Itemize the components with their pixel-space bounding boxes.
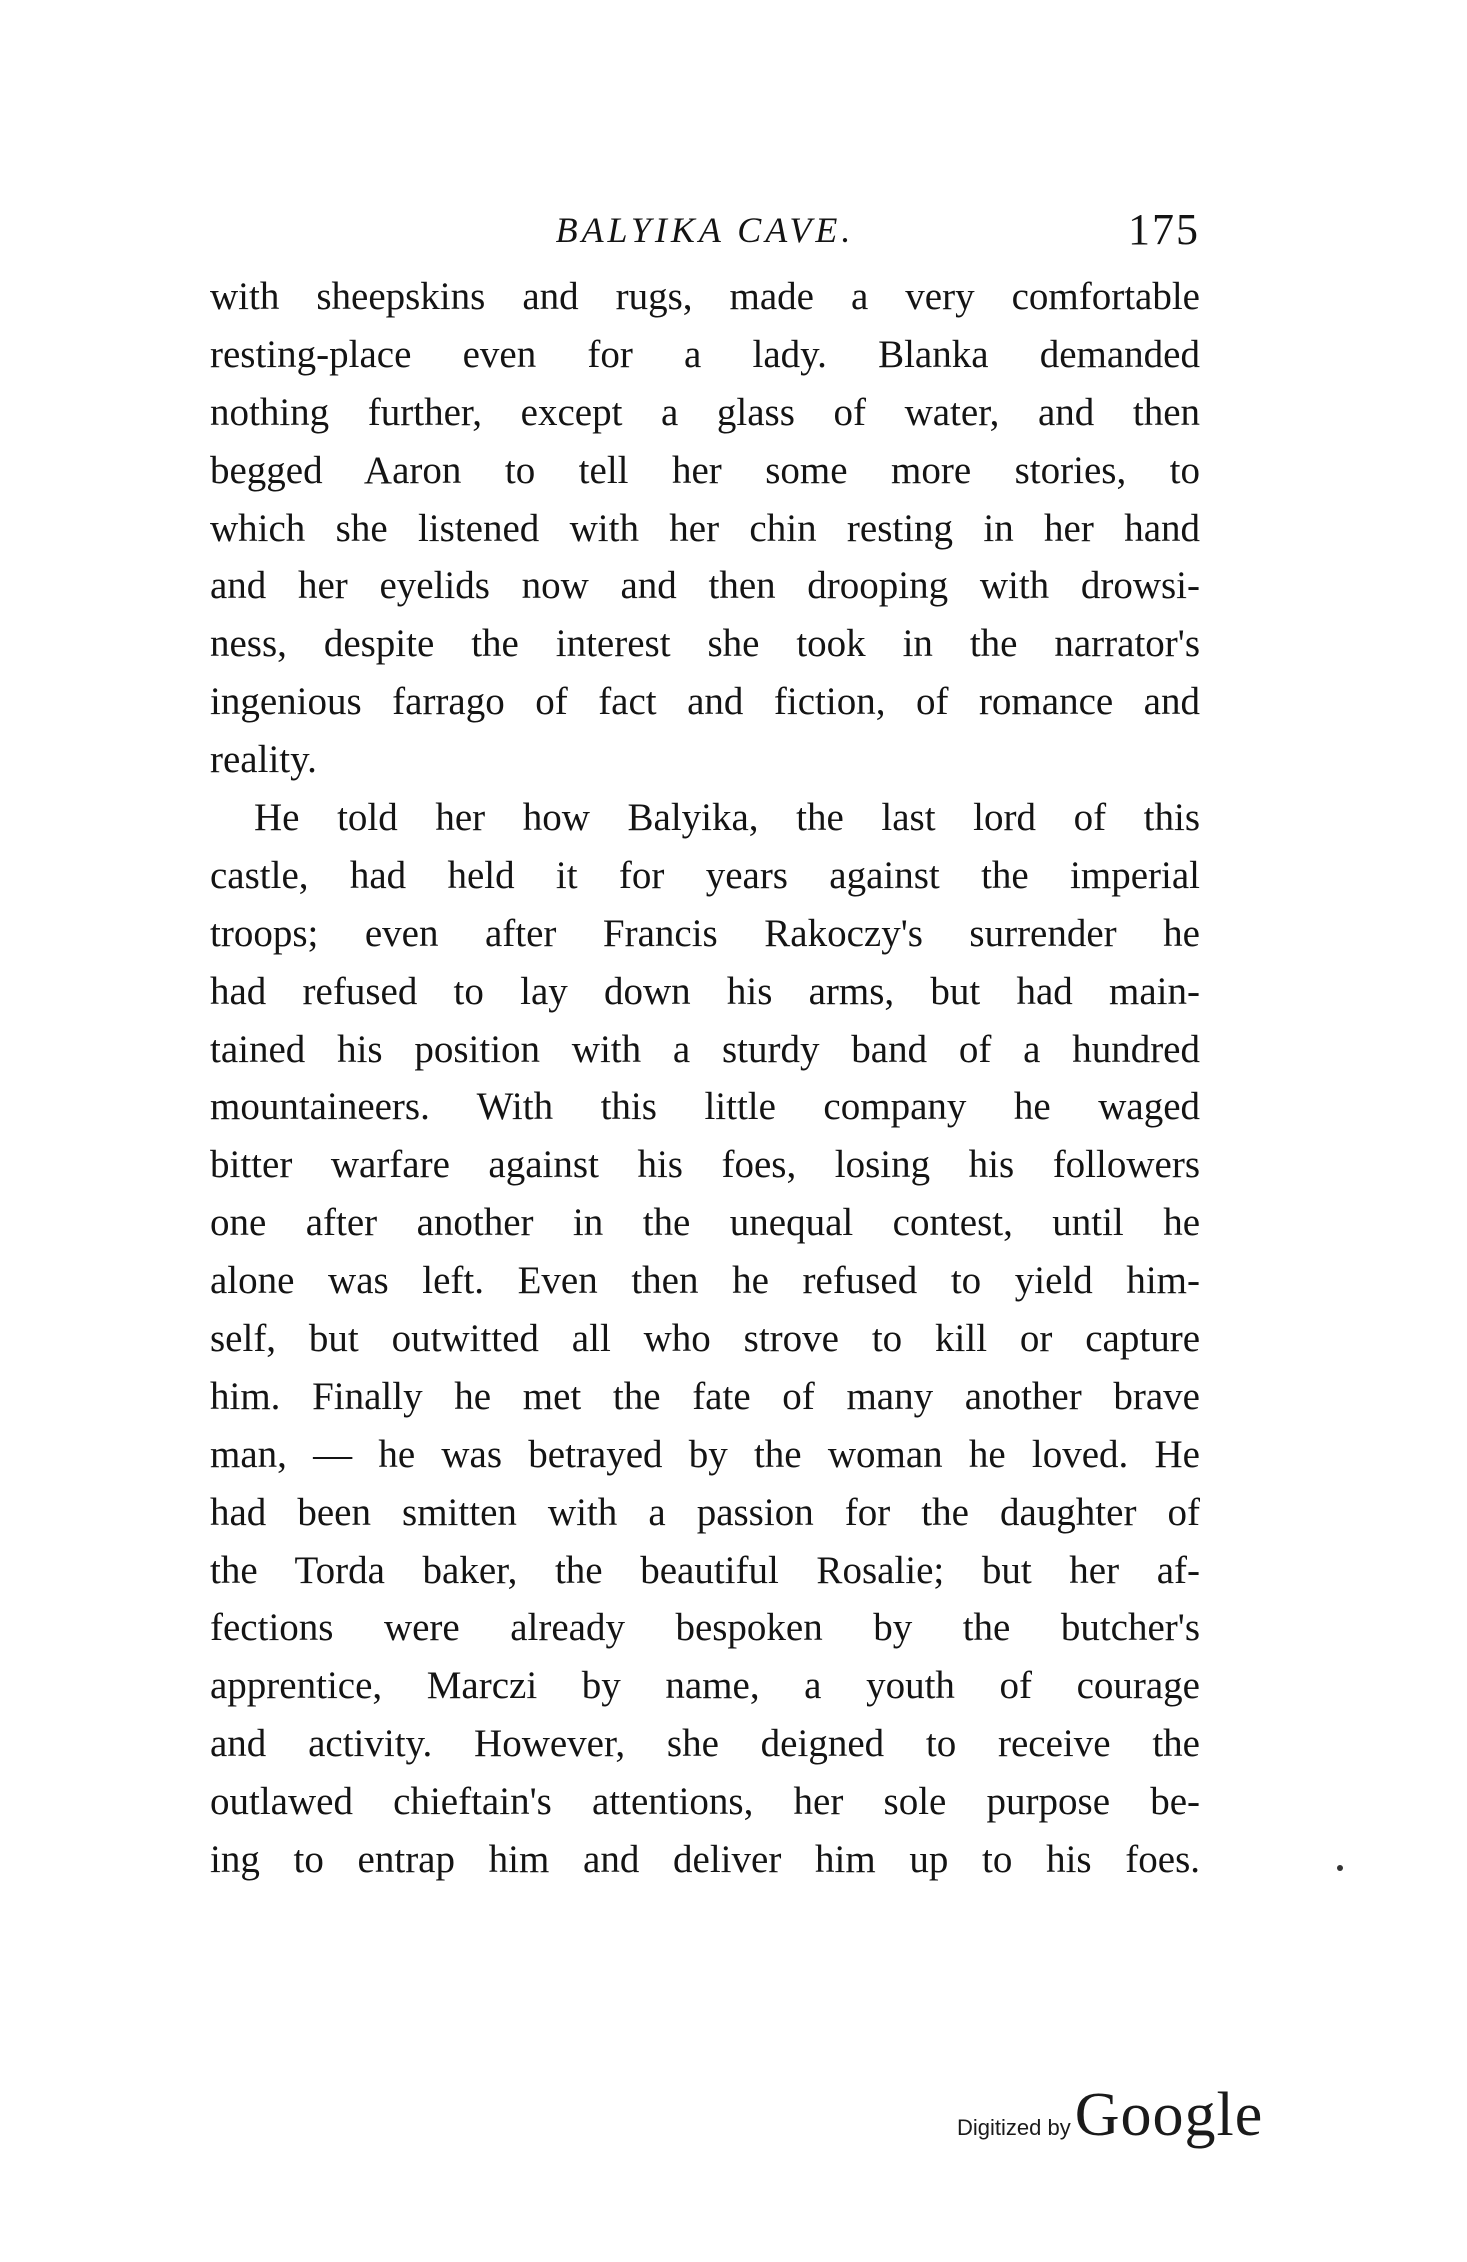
text-line: self, but outwitted all who strove to kill or capture (210, 1317, 1200, 1361)
text-line: fections were already bespoken by the butcher's (210, 1606, 1200, 1650)
running-title: BALYIKA CAVE. (555, 210, 855, 250)
text-line: troops; even after Francis Rakoczy's surrender he (210, 911, 1200, 955)
text-line: mountaineers. With this little company he waged (210, 1085, 1200, 1129)
text-line: outlawed chieftain's attentions, her sole purpose be- (210, 1780, 1200, 1824)
text-line: tained his position with a sturdy band of a hundred (210, 1027, 1200, 1071)
text-line: and activity. However, she deigned to receive the (210, 1722, 1200, 1766)
text-line: castle, had held it for years against the imperial (210, 853, 1200, 897)
text-line: one after another in the unequal contest, until he (210, 1201, 1200, 1245)
text-line: had been smitten with a passion for the daughter of (210, 1490, 1200, 1534)
text-line: begged Aaron to tell her some more stories, to (210, 448, 1200, 492)
running-head (210, 200, 1200, 260)
text-line: alone was left. Even then he refused to yield him- (210, 1259, 1200, 1303)
text-line: ness, despite the interest she took in the narrator's (210, 622, 1200, 666)
text-line: had refused to lay down his arms, but had main- (210, 969, 1200, 1013)
text-line: bitter warfare against his foes, losing his followers (210, 1143, 1200, 1187)
text-line: and her eyelids now and then drooping with drowsi- (210, 564, 1200, 608)
text-line: the Torda baker, the beautiful Rosalie; but her af- (210, 1548, 1200, 1592)
digitized-watermark (957, 2080, 1263, 2160)
google-logo: Google (1074, 2081, 1264, 2149)
digitized-by-label: Digitized by (957, 2115, 1071, 2140)
text-line: which she listened with her chin resting in her hand (210, 506, 1200, 550)
body-text (210, 268, 1200, 1889)
text-line: ing to entrap him and deliver him up to his foes. (210, 1838, 1200, 1882)
text-line: ingenious farrago of fact and fiction, of romance and (210, 680, 1200, 724)
paragraph-end-line: reality. (210, 738, 317, 782)
text-line: nothing further, except a glass of water, and then (210, 390, 1200, 434)
text-line: man, — he was betrayed by the woman he loved. He (210, 1432, 1200, 1476)
text-line: resting-place even for a lady. Blanka demanded (210, 332, 1200, 376)
text-line: apprentice, Marczi by name, a youth of courage (210, 1664, 1200, 1708)
text-line: with sheepskins and rugs, made a very comfortable (210, 275, 1200, 318)
paragraph-start-line: He told her how Balyika, the last lord of this (254, 796, 1200, 840)
page-number: 175 (1128, 205, 1200, 254)
print-speck (1337, 1865, 1343, 1871)
text-line: him. Finally he met the fate of many another brave (210, 1374, 1200, 1418)
